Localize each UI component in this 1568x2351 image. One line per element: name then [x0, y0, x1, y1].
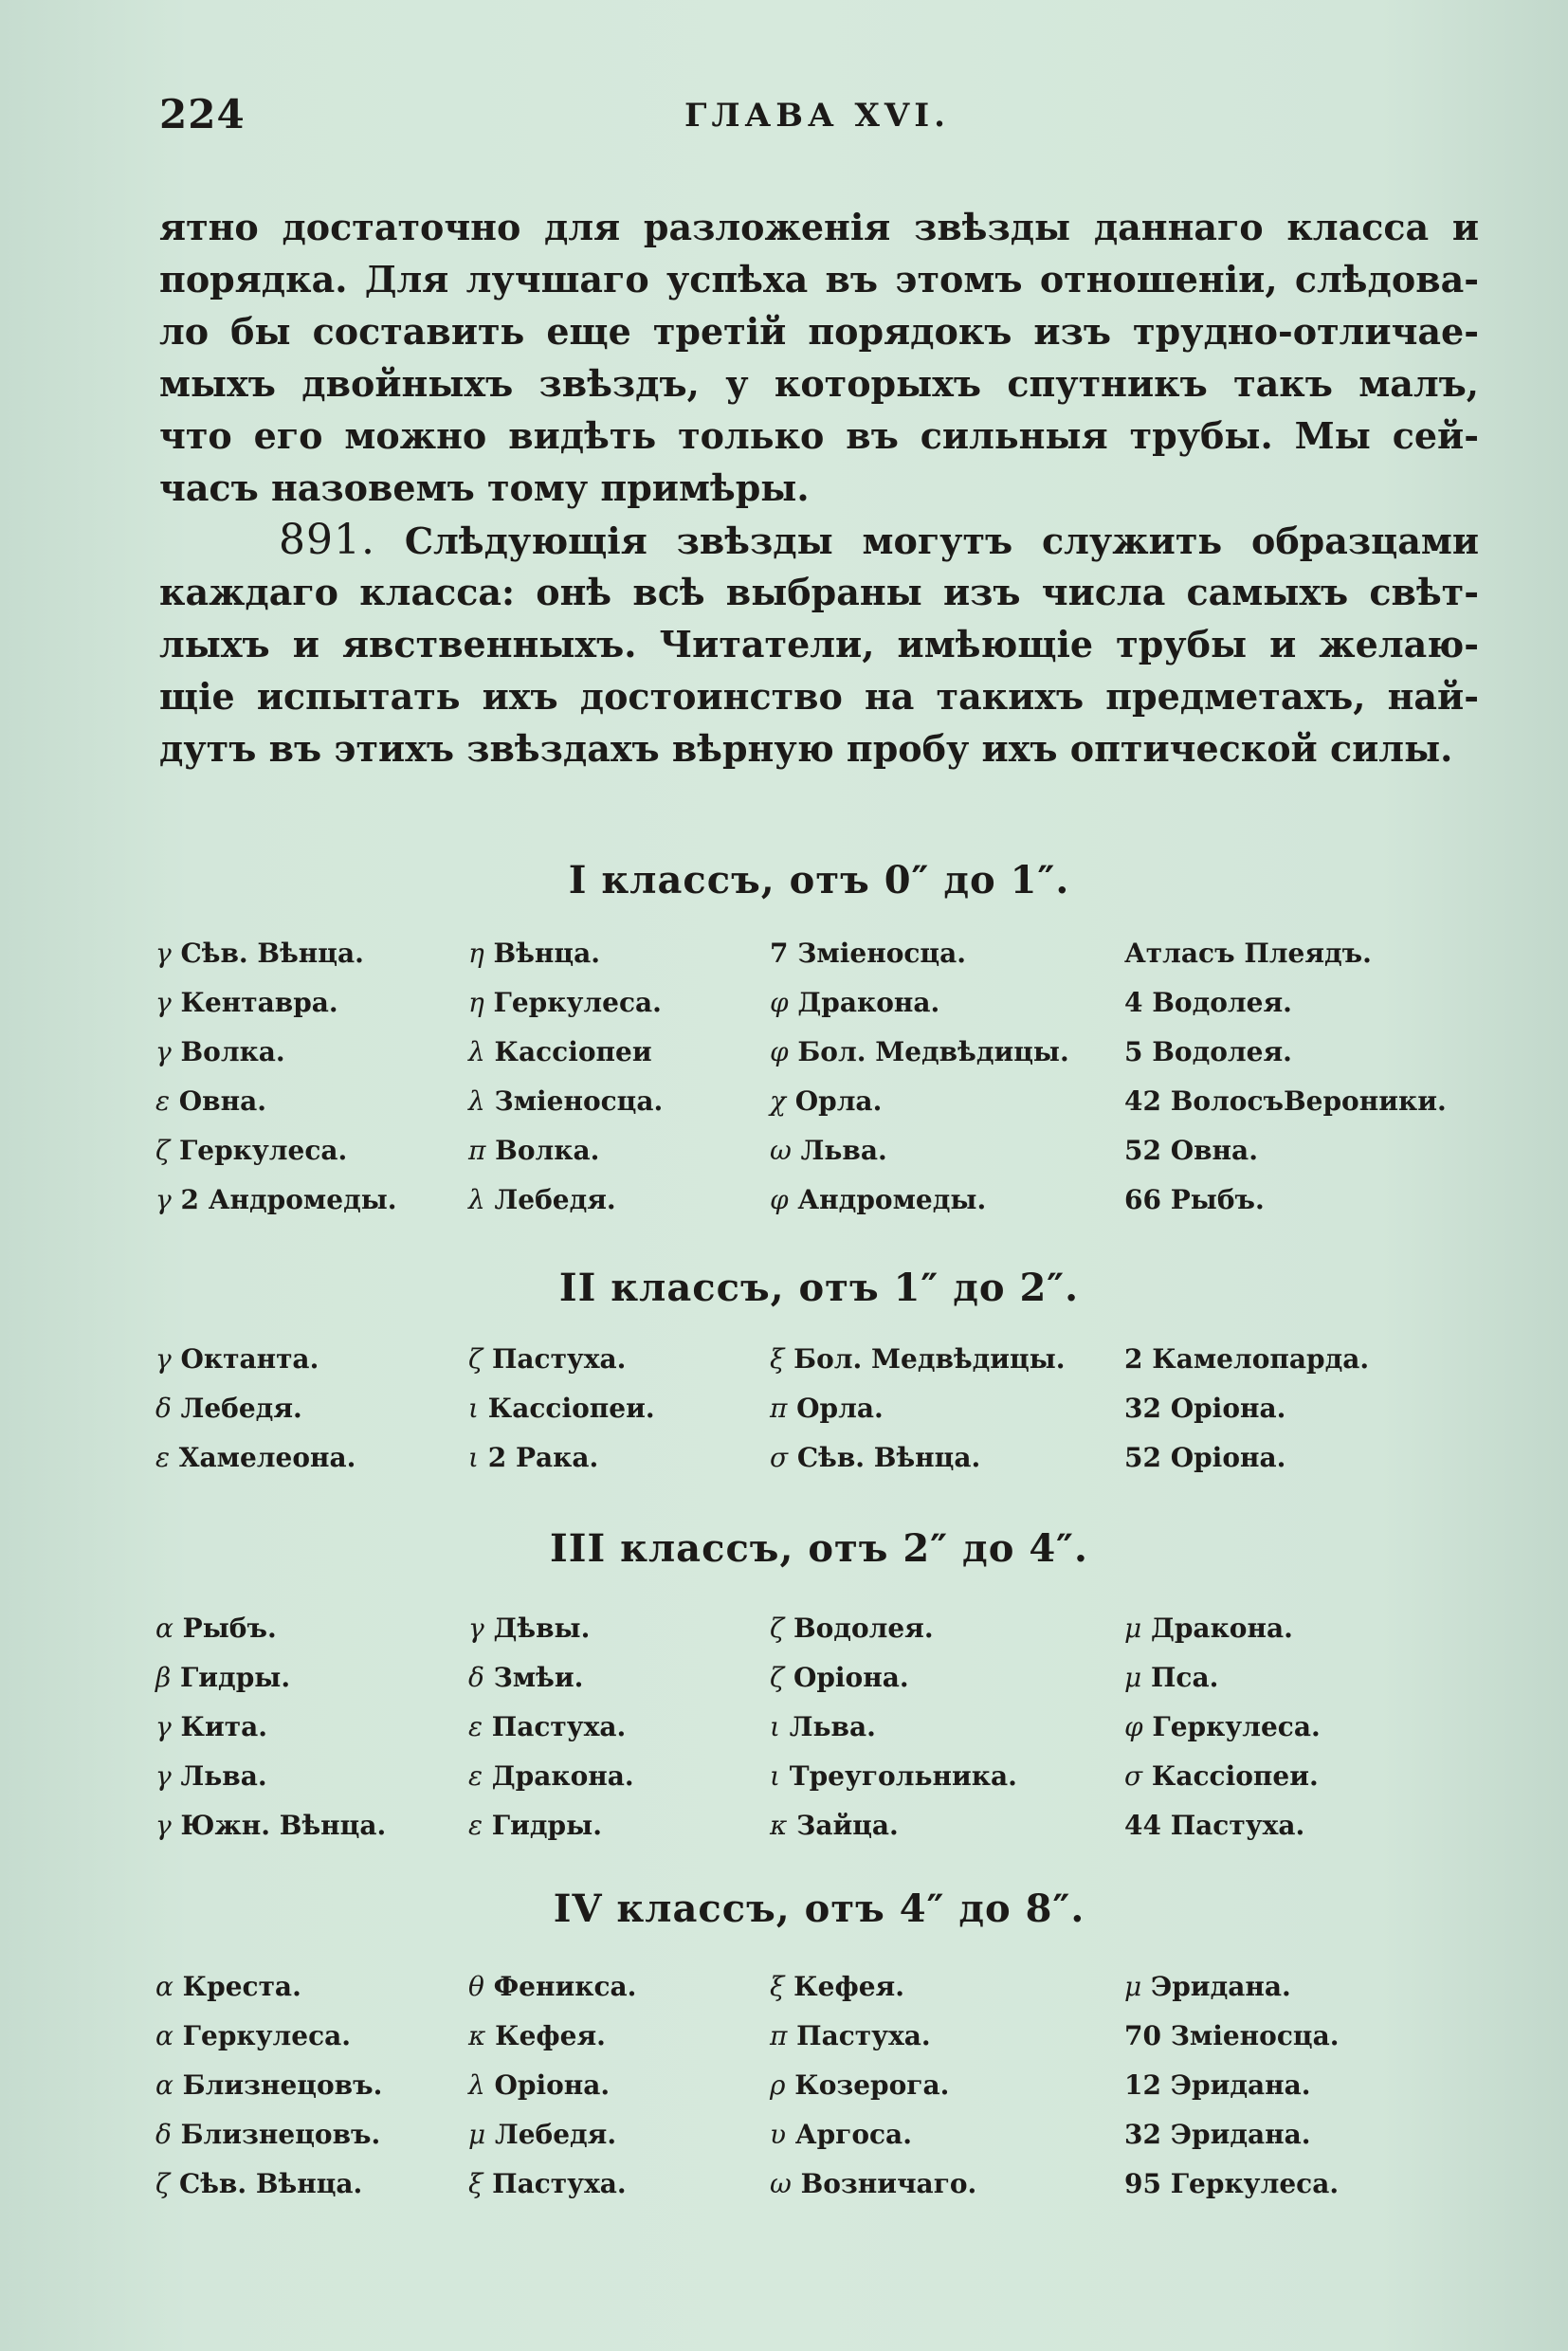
greek-letter: μ: [1124, 1971, 1142, 2002]
star-entry: [468, 1384, 655, 1433]
star-name: Близнецовъ.: [180, 2119, 381, 2150]
body-text: [159, 201, 1479, 775]
star-entry: [1124, 1703, 1321, 1752]
greek-letter: β: [155, 1662, 172, 1693]
greek-letter: δ: [155, 1393, 172, 1424]
greek-letter: σ: [1124, 1760, 1143, 1792]
star-entry: [155, 2061, 382, 2110]
greek-letter: σ: [770, 1442, 789, 1473]
class-heading: III классъ, отъ 2″ до 4″.: [550, 1526, 1088, 1571]
running-header: [159, 91, 1475, 148]
star-name: Овна.: [178, 1085, 267, 1117]
greek-letter: α: [155, 2020, 173, 2051]
star-name: Орла.: [794, 1085, 883, 1117]
text-line: каждаго класса: онѣ всѣ выбраны изъ числа самыхъ свѣт-: [159, 571, 1479, 613]
table-row: [155, 2160, 1483, 2209]
text-line: лыхъ и явственныхъ. Читатели, имѣющіе трубы и желаю-: [159, 623, 1479, 665]
star-name: Оріона.: [793, 1662, 909, 1693]
star-entry: [1124, 1384, 1285, 1433]
star-entry: [155, 1335, 319, 1384]
greek-letter: γ: [155, 1711, 172, 1742]
greek-letter: π: [468, 1135, 486, 1166]
star-name: 66 Рыбъ.: [1124, 1184, 1265, 1215]
star-entry: [770, 1752, 1017, 1801]
star-name: Сѣв. Вѣнца.: [180, 938, 364, 969]
star-entry: [155, 1077, 266, 1126]
greek-letter: η: [468, 987, 484, 1018]
greek-letter: ζ: [468, 1343, 483, 1375]
star-entry: [770, 1335, 1066, 1384]
star-entry: [1124, 1176, 1265, 1225]
text-line: дутъ въ этихъ звѣздахъ вѣрную пробу ихъ оптической силы.: [159, 727, 1453, 770]
star-entry: [468, 1604, 590, 1653]
star-name: Орла.: [796, 1393, 884, 1424]
greek-letter: ρ: [770, 2069, 786, 2101]
greek-letter: γ: [155, 938, 172, 969]
star-name: Пастуха.: [491, 1343, 627, 1375]
greek-letter: μ: [1124, 1613, 1142, 1644]
text-line: мыхъ двойныхъ звѣздъ, у которыхъ спутникъ такъ малъ,: [159, 362, 1479, 405]
star-table-class-1: [155, 929, 1483, 1225]
star-entry: [155, 1604, 277, 1653]
star-entry: [468, 1126, 599, 1176]
star-entry: [770, 1801, 899, 1850]
greek-letter: γ: [155, 1036, 172, 1067]
star-entry: [770, 1384, 884, 1433]
table-row: [155, 978, 1483, 1028]
star-name: Лебедя.: [494, 2119, 617, 2150]
star-name: Геркулеса.: [1152, 1711, 1321, 1742]
star-name: Оріона.: [494, 2069, 611, 2101]
star-name: Пса.: [1150, 1662, 1219, 1693]
table-row: [155, 1604, 1483, 1653]
star-name: Рыбъ.: [182, 1613, 277, 1644]
star-entry: [468, 1962, 636, 2012]
star-entry: [1124, 1335, 1369, 1384]
star-name: Зміеносца.: [494, 1085, 664, 1117]
star-name: 7 Зміеносца.: [770, 938, 966, 969]
star-entry: [155, 1703, 267, 1752]
star-name: 2 Андромеды.: [180, 1184, 397, 1215]
class-heading: IV классъ, отъ 4″ до 8″.: [553, 1886, 1085, 1931]
greek-letter: κ: [468, 2020, 486, 2051]
star-table-class-4: [155, 1962, 1483, 2209]
text-line: часъ назовемъ тому примѣры.: [159, 466, 810, 509]
star-name: Змѣи.: [493, 1662, 584, 1693]
greek-letter: λ: [468, 1184, 485, 1215]
class-heading: II классъ, отъ 1″ до 2″.: [558, 1266, 1080, 1310]
star-name: Дѣвы.: [493, 1613, 591, 1644]
greek-letter: δ: [468, 1662, 484, 1693]
table-row: [155, 2061, 1483, 2110]
star-entry: [770, 1653, 909, 1703]
table-row: [155, 1703, 1483, 1752]
star-entry: [468, 2160, 627, 2209]
text-line: ятно достаточно для разложенія звѣзды даннаго класса и: [159, 206, 1479, 248]
star-name: Кефея.: [495, 2020, 606, 2051]
star-name: Кассіопеи: [494, 1036, 652, 1067]
star-entry: [468, 1801, 602, 1850]
star-entry: [155, 2160, 362, 2209]
table-row: [155, 1176, 1483, 1225]
paragraph-891-first-line: [159, 514, 1479, 566]
star-entry: [468, 1433, 598, 1483]
greek-letter: ξ: [770, 1343, 785, 1375]
star-name: Кефея.: [793, 1971, 904, 2002]
star-name: Гидры.: [491, 1810, 602, 1841]
star-name: 70 Зміеносца.: [1124, 2020, 1340, 2051]
star-entry: [770, 1962, 904, 2012]
star-name: Дракона.: [491, 1760, 634, 1792]
star-entry: [468, 1176, 616, 1225]
greek-letter: ζ: [770, 1662, 785, 1693]
star-entry: [155, 2110, 380, 2160]
greek-letter: ι: [770, 1711, 780, 1742]
star-name: Сѣв. Вѣнца.: [178, 2168, 363, 2199]
table-row: [155, 1335, 1483, 1384]
star-name: 44 Пастуха.: [1124, 1810, 1305, 1841]
star-name: Возничаго.: [800, 2168, 977, 2199]
greek-letter: ε: [468, 1810, 483, 1841]
star-entry: [770, 1126, 887, 1176]
star-name: Октанта.: [180, 1343, 319, 1375]
star-name: Козерога.: [794, 2069, 950, 2101]
table-row: [155, 2110, 1483, 2160]
table-row: [155, 1752, 1483, 1801]
greek-letter: ω: [770, 1135, 792, 1166]
star-name: Льва.: [789, 1711, 876, 1742]
star-entry: [155, 1801, 386, 1850]
table-row: [155, 1653, 1483, 1703]
star-entry: [1124, 2160, 1339, 2209]
page-number: 224: [159, 91, 246, 137]
star-name: Геркулеса.: [493, 987, 662, 1018]
star-entry: [770, 1433, 980, 1483]
star-name: 52 Оріона.: [1124, 1442, 1286, 1473]
star-entry: [770, 1176, 986, 1225]
greek-letter: ι: [770, 1760, 780, 1792]
greek-letter: γ: [468, 1613, 484, 1644]
table-row: [155, 1433, 1483, 1483]
text-line: что его можно видѣть только въ сильныя трубы. Мы сей-: [159, 414, 1479, 457]
star-entry: [770, 2012, 931, 2061]
star-name: 42 ВолосъВероники.: [1124, 1085, 1447, 1117]
star-name: Дракона.: [1150, 1613, 1293, 1644]
greek-letter: ε: [468, 1711, 483, 1742]
star-entry: [770, 2061, 949, 2110]
greek-letter: λ: [468, 1036, 485, 1067]
star-name: Близнецовъ.: [182, 2069, 383, 2101]
greek-letter: φ: [770, 987, 789, 1018]
star-entry: [468, 978, 662, 1028]
star-entry: [770, 2160, 976, 2209]
greek-letter: μ: [1124, 1662, 1142, 1693]
class-heading: I классъ, отъ 0″ до 1″.: [568, 858, 1070, 902]
star-name: 95 Геркулеса.: [1124, 2168, 1340, 2199]
star-name: Треугольника.: [789, 1760, 1017, 1792]
star-entry: [468, 2110, 616, 2160]
star-name: Феникса.: [493, 1971, 637, 2002]
star-entry: [770, 1703, 876, 1752]
greek-letter: γ: [155, 1760, 172, 1792]
star-entry: [1124, 1962, 1291, 2012]
chapter-title: ГЛАВА XVI.: [684, 97, 950, 135]
greek-letter: γ: [155, 1810, 172, 1841]
greek-letter: δ: [155, 2119, 172, 2150]
star-entry: [155, 1752, 267, 1801]
greek-letter: π: [770, 2020, 788, 2051]
star-name: 12 Эридана.: [1124, 2069, 1311, 2101]
star-name: Бол. Медвѣдицы.: [797, 1036, 1069, 1067]
star-entry: [1124, 1653, 1218, 1703]
greek-letter: γ: [155, 987, 172, 1018]
star-entry: [770, 929, 966, 978]
star-name: Волка.: [495, 1135, 600, 1166]
star-entry: [1124, 1126, 1258, 1176]
star-name: Дракона.: [797, 987, 940, 1018]
greek-letter: ξ: [468, 2168, 483, 2199]
star-name: Гидры.: [179, 1662, 291, 1693]
table-row: [155, 1126, 1483, 1176]
star-name: Эридана.: [1150, 1971, 1291, 2002]
text-line: ло бы составить еще третій порядокъ изъ трудно-отличае-: [159, 310, 1479, 353]
star-entry: [155, 1962, 301, 2012]
star-entry: [468, 1077, 663, 1126]
star-name: Сѣв. Вѣнца.: [796, 1442, 981, 1473]
greek-letter: ζ: [155, 2168, 171, 2199]
star-entry: [468, 929, 600, 978]
greek-letter: υ: [770, 2119, 787, 2150]
greek-letter: φ: [770, 1184, 789, 1215]
star-entry: [1124, 929, 1372, 978]
greek-letter: μ: [468, 2119, 486, 2150]
greek-letter: ι: [468, 1393, 479, 1424]
star-entry: [1124, 2012, 1339, 2061]
star-entry: [1124, 1433, 1285, 1483]
star-name: 32 Эридана.: [1124, 2119, 1311, 2150]
star-name: 52 Овна.: [1124, 1135, 1258, 1166]
star-entry: [1124, 1801, 1304, 1850]
star-entry: [770, 1028, 1069, 1077]
star-name: 32 Оріона.: [1124, 1393, 1286, 1424]
paragraph-text: Слѣдующія звѣзды могутъ служить образцами: [404, 519, 1479, 562]
greek-letter: ε: [468, 1760, 483, 1792]
star-entry: [1124, 2061, 1311, 2110]
star-entry: [468, 2061, 610, 2110]
paragraph-number: 891.: [279, 516, 375, 564]
star-name: Атласъ Плеядъ.: [1124, 938, 1372, 969]
greek-letter: χ: [770, 1085, 786, 1117]
star-entry: [468, 1653, 583, 1703]
star-name: Хамелеона.: [178, 1442, 356, 1473]
table-row: [155, 929, 1483, 978]
star-name: Водолея.: [793, 1613, 934, 1644]
star-name: Пастуха.: [796, 2020, 931, 2051]
star-entry: [468, 2012, 606, 2061]
star-entry: [770, 2110, 912, 2160]
star-name: Южн. Вѣнца.: [180, 1810, 387, 1841]
greek-letter: κ: [770, 1810, 788, 1841]
text-line: порядка. Для лучшаго успѣха въ этомъ отношеніи, слѣдова-: [159, 258, 1479, 301]
star-name: Лебедя.: [180, 1393, 302, 1424]
star-name: Зайца.: [796, 1810, 899, 1841]
greek-letter: φ: [770, 1036, 789, 1067]
star-entry: [155, 978, 338, 1028]
greek-letter: λ: [468, 2069, 485, 2101]
star-entry: [468, 1028, 652, 1077]
star-entry: [770, 1604, 934, 1653]
star-entry: [155, 1653, 290, 1703]
greek-letter: ξ: [770, 1971, 785, 2002]
star-table-class-2: [155, 1335, 1483, 1483]
star-entry: [155, 1176, 397, 1225]
greek-letter: α: [155, 1613, 173, 1644]
greek-letter: ε: [155, 1085, 171, 1117]
table-row: [155, 1028, 1483, 1077]
greek-letter: η: [468, 938, 484, 969]
star-entry: [770, 978, 939, 1028]
star-name: Креста.: [182, 1971, 301, 2002]
star-entry: [770, 1077, 882, 1126]
greek-letter: π: [770, 1393, 788, 1424]
star-entry: [155, 1384, 302, 1433]
greek-letter: θ: [468, 1971, 484, 2002]
star-name: Кентавра.: [180, 987, 338, 1018]
star-entry: [1124, 978, 1292, 1028]
star-name: Кассіопеи.: [1151, 1760, 1319, 1792]
greek-letter: φ: [1124, 1711, 1143, 1742]
star-name: Вѣнца.: [493, 938, 600, 969]
table-row: [155, 2012, 1483, 2061]
star-entry: [468, 1335, 626, 1384]
star-entry: [1124, 1752, 1319, 1801]
greek-letter: ζ: [770, 1613, 785, 1644]
star-name: 5 Водолея.: [1124, 1036, 1292, 1067]
star-entry: [155, 1028, 285, 1077]
greek-letter: λ: [468, 1085, 485, 1117]
greek-letter: γ: [155, 1184, 172, 1215]
star-entry: [1124, 1604, 1293, 1653]
star-name: 4 Водолея.: [1124, 987, 1292, 1018]
table-row: [155, 1384, 1483, 1433]
star-name: Аргоса.: [794, 2119, 912, 2150]
star-entry: [155, 1433, 356, 1483]
greek-letter: ε: [155, 1442, 171, 1473]
star-entry: [155, 929, 364, 978]
star-entry: [468, 1703, 626, 1752]
star-name: 2 Рака.: [487, 1442, 599, 1473]
star-name: Пастуха.: [491, 1711, 627, 1742]
star-name: Лебедя.: [494, 1184, 616, 1215]
star-name: Волка.: [180, 1036, 285, 1067]
star-name: Кассіопеи.: [487, 1393, 655, 1424]
star-name: Геркулеса.: [178, 1135, 348, 1166]
star-name: Пастуха.: [492, 2168, 627, 2199]
greek-letter: α: [155, 1971, 173, 2002]
star-entry: [1124, 1077, 1447, 1126]
star-entry: [155, 2012, 351, 2061]
star-name: Кита.: [180, 1711, 267, 1742]
star-name: 2 Камелопарда.: [1124, 1343, 1370, 1375]
star-name: Андромеды.: [797, 1184, 987, 1215]
text-line: щіе испытать ихъ достоинство на такихъ предметахъ, най-: [159, 675, 1479, 718]
star-name: Бол. Медвѣдицы.: [793, 1343, 1066, 1375]
star-entry: [1124, 2110, 1311, 2160]
star-entry: [155, 1126, 347, 1176]
star-name: Льва.: [180, 1760, 267, 1792]
table-row: [155, 1801, 1483, 1850]
greek-letter: ι: [468, 1442, 479, 1473]
table-row: [155, 1962, 1483, 2012]
star-entry: [1124, 1028, 1292, 1077]
star-name: Геркулеса.: [182, 2020, 352, 2051]
greek-letter: α: [155, 2069, 173, 2101]
table-row: [155, 1077, 1483, 1126]
star-name: Льва.: [800, 1135, 887, 1166]
greek-letter: ω: [770, 2168, 792, 2199]
greek-letter: ζ: [155, 1135, 171, 1166]
star-table-class-3: [155, 1604, 1483, 1850]
greek-letter: γ: [155, 1343, 172, 1375]
star-entry: [468, 1752, 634, 1801]
